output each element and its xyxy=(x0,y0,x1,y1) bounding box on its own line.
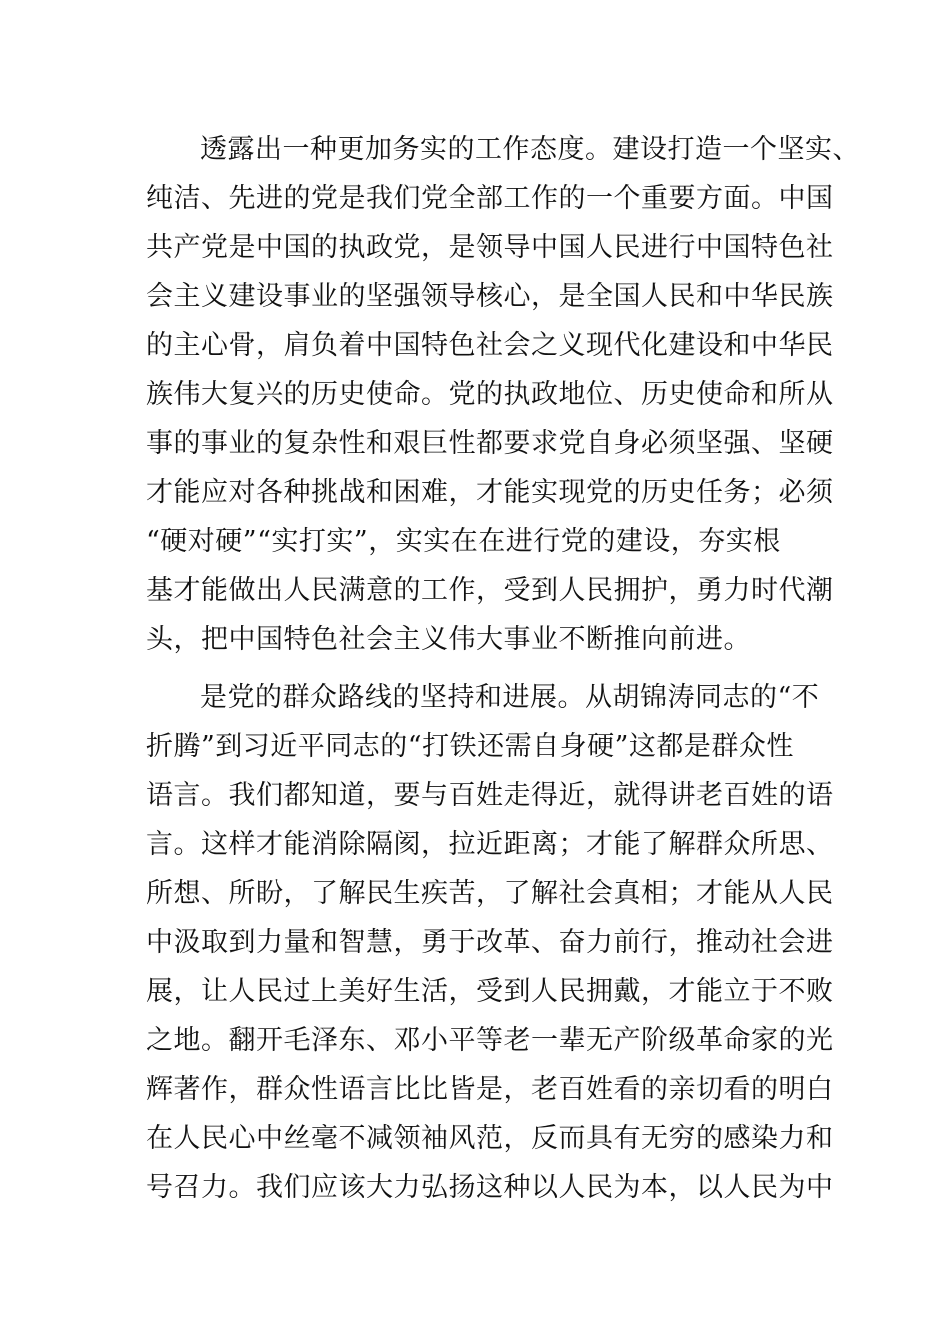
paragraph-line: 共产党是中国的执政党，是领导中国人民进行中国特色社 xyxy=(146,232,834,263)
paragraph-line: 的主心骨，肩负着中国特色社会之义现代化建设和中华民 xyxy=(146,330,834,361)
paragraph-1 xyxy=(146,125,860,664)
paragraph-line: 才能应对各种挑战和困难，才能实现党的历史任务；必须 xyxy=(146,477,834,508)
paragraph-line: 族伟大复兴的历史使命。党的执政地位、历史使命和所从 xyxy=(146,379,834,410)
paragraph-2 xyxy=(146,673,834,1212)
paragraph-line: 是党的群众路线的坚持和进展。从胡锦涛同志的“不 xyxy=(200,682,820,713)
paragraph-line: 言。这样才能消除隔阂，拉近距离；才能了解群众所思、 xyxy=(146,829,834,860)
paragraph-line: 透露出一种更加务实的工作态度。建设打造一个坚实、 xyxy=(200,134,860,165)
paragraph-line: 所想、所盼，了解民生疾苦，了解社会真相；才能从人民 xyxy=(146,878,834,909)
paragraph-line: 头，把中国特色社会主义伟大事业不断推向前进。 xyxy=(146,624,751,655)
paragraph-line: 号召力。我们应该大力弘扬这种以人民为本，以人民为中 xyxy=(146,1172,834,1203)
paragraph-line: “硬对硬”“实打实”，实实在在进行党的建设，夯实根 xyxy=(146,526,781,557)
paragraph-line: 在人民心中丝毫不减领袖风范，反而具有无穷的感染力和 xyxy=(146,1123,834,1154)
paragraph-line: 语言。我们都知道，要与百姓走得近，就得讲老百姓的语 xyxy=(146,780,834,811)
paragraph-line: 辉著作，群众性语言比比皆是，老百姓看的亲切看的明白 xyxy=(146,1074,834,1105)
paragraph-line: 会主义建设事业的坚强领导核心，是全国人民和中华民族 xyxy=(146,281,834,312)
paragraph-line: 折腾”到习近平同志的“打铁还需自身硬”这都是群众性 xyxy=(146,731,794,762)
paragraph-line: 事的事业的复杂性和艰巨性都要求党自身必须坚强、坚硬 xyxy=(146,428,834,459)
paragraph-line: 纯洁、先进的党是我们党全部工作的一个重要方面。中国 xyxy=(146,183,834,214)
paragraph-line: 基才能做出人民满意的工作，受到人民拥护，勇力时代潮 xyxy=(146,575,834,606)
paragraph-line: 中汲取到力量和智慧，勇于改革、奋力前行，推动社会进 xyxy=(146,927,834,958)
paragraph-line: 之地。翻开毛泽东、邓小平等老一辈无产阶级革命家的光 xyxy=(146,1025,834,1056)
paragraph-line: 展，让人民过上美好生活，受到人民拥戴，才能立于不败 xyxy=(146,976,834,1007)
